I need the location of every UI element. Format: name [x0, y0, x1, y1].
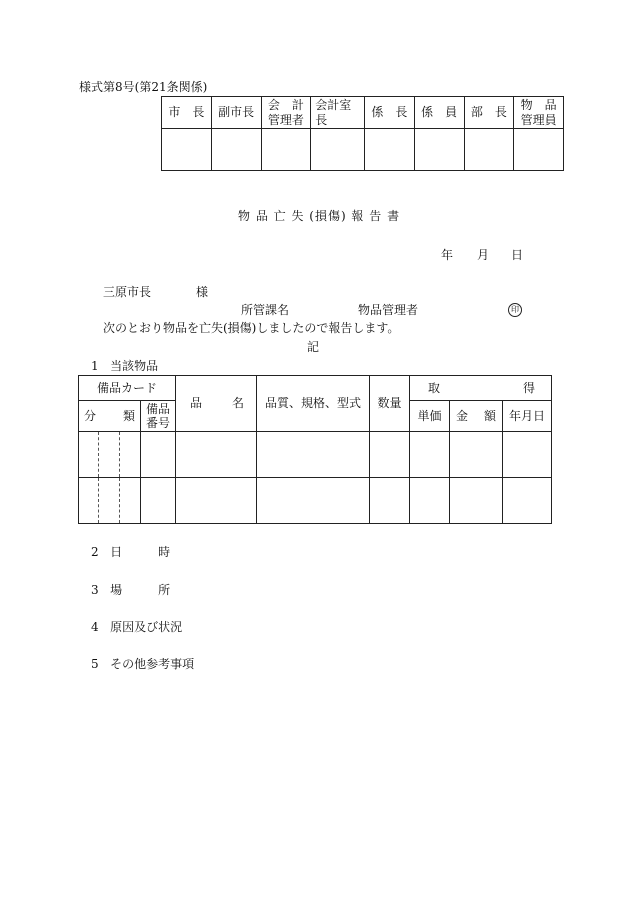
class-cell[interactable]	[79, 432, 141, 478]
item-number: 1	[91, 359, 99, 373]
item-5	[91, 658, 194, 670]
item-label: 場 所	[110, 583, 171, 597]
approval-goods-officer: 物 品 管理員	[514, 97, 564, 129]
date-day: 日	[511, 248, 524, 262]
item-number: 5	[91, 657, 99, 671]
item-number: 2	[91, 545, 99, 559]
document-title: 物 品 亡 失 (損傷) 報 告 書	[238, 209, 401, 223]
dashed-divider	[98, 432, 99, 477]
item-2	[91, 546, 170, 558]
date-header: 年月日	[503, 401, 552, 432]
unit-price-cell[interactable]	[410, 432, 450, 478]
name-cell[interactable]	[176, 432, 257, 478]
amount-cell[interactable]	[450, 478, 503, 524]
seal-cell[interactable]	[464, 129, 514, 171]
seal-cell[interactable]	[365, 129, 415, 171]
qty-cell[interactable]	[370, 478, 410, 524]
approval-accounting-manager: 会 計 管理者	[261, 97, 311, 129]
spec-cell[interactable]	[257, 432, 370, 478]
seal-cell[interactable]	[514, 129, 564, 171]
item-4	[91, 621, 182, 633]
approval-staff: 係 員	[414, 97, 464, 129]
name-cell[interactable]	[176, 478, 257, 524]
item-number: 4	[91, 620, 99, 634]
seal-cell[interactable]	[211, 129, 261, 171]
qty-cell[interactable]	[370, 432, 410, 478]
statement: 次のとおり物品を亡失(損傷)しましたので報告します。	[103, 321, 400, 335]
addressee-name: 三原市長	[103, 285, 152, 299]
seal-cell[interactable]	[311, 129, 365, 171]
dashed-divider	[119, 478, 120, 523]
ki-mark: 記	[307, 340, 320, 354]
seal-cell[interactable]	[162, 129, 212, 171]
card-header: 備品カード	[79, 376, 176, 401]
unit-price-header: 単価	[410, 401, 450, 432]
table-row	[79, 432, 552, 478]
manager-label: 物品管理者	[358, 303, 419, 317]
approval-accounting-office-chief: 会計室 長	[311, 97, 365, 129]
dashed-divider	[119, 432, 120, 477]
approval-director: 部 長	[464, 97, 514, 129]
date-month: 月	[477, 248, 490, 262]
item-label: 日 時	[110, 545, 171, 559]
addressee-honorific: 様	[196, 285, 209, 299]
dept-label: 所管課名	[241, 303, 290, 317]
unit-price-cell[interactable]	[410, 478, 450, 524]
table-row	[79, 478, 552, 524]
class-header: 分 類	[79, 401, 141, 432]
dashed-divider	[98, 478, 99, 523]
approval-section-chief: 係 長	[365, 97, 415, 129]
item-number-cell[interactable]	[141, 432, 176, 478]
approval-mayor: 市 長	[162, 97, 212, 129]
approval-deputy-mayor: 副市長	[211, 97, 261, 129]
date-cell[interactable]	[503, 478, 552, 524]
spec-cell[interactable]	[257, 478, 370, 524]
seal-mark: 印	[508, 303, 522, 317]
amount-header: 金 額	[450, 401, 503, 432]
seal-cell[interactable]	[261, 129, 311, 171]
item-number: 3	[91, 583, 99, 597]
form-id: 様式第8号(第21条関係)	[79, 80, 208, 94]
goods-table	[78, 375, 552, 524]
date-year: 年	[441, 248, 454, 262]
item-label: 当該物品	[110, 359, 159, 373]
item-label: その他参考事項	[110, 657, 195, 671]
item-label: 原因及び状況	[110, 620, 183, 634]
item-3	[91, 584, 170, 596]
item-1	[91, 360, 158, 372]
item-number-header: 備品 番号	[141, 401, 176, 432]
spec-header: 品質、規格、型式	[257, 376, 370, 432]
date-cell[interactable]	[503, 432, 552, 478]
seal-cell[interactable]	[414, 129, 464, 171]
item-number-cell[interactable]	[141, 478, 176, 524]
approval-table	[161, 96, 564, 171]
qty-header: 数量	[370, 376, 410, 432]
name-header: 品 名	[176, 376, 257, 432]
class-cell[interactable]	[79, 478, 141, 524]
amount-cell[interactable]	[450, 432, 503, 478]
acquisition-header: 取 得	[410, 376, 552, 401]
